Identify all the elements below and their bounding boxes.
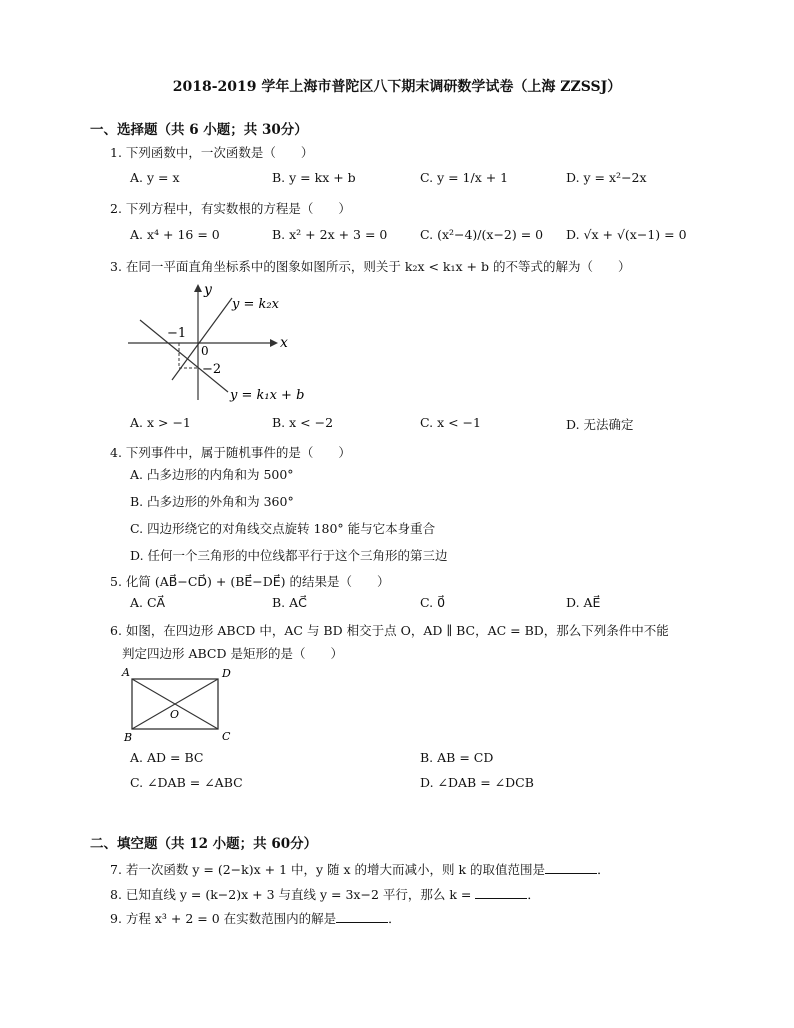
tick-label-neg1: −1 <box>167 326 187 341</box>
q5-option-b: B. AC⃗ <box>272 595 307 610</box>
q2-option-a: A. x⁴ + 16 = 0 <box>130 227 220 242</box>
q5-option-c: C. 0⃗ <box>420 595 446 610</box>
q2-option-b: B. x² + 2x + 3 = 0 <box>272 227 388 242</box>
section-heading-choice: 一、选择题（共 6 小题；共 30分） <box>90 122 308 138</box>
linear-graph-figure <box>120 280 320 410</box>
question-2-stem: 2. 下列方程中，有实数根的方程是（ ） <box>110 201 351 216</box>
axis-label-x: x <box>280 335 288 351</box>
origin-label: 0 <box>201 344 209 358</box>
axis-label-y: y <box>204 282 212 298</box>
q2-option-d: D. √x + √(x−1) = 0 <box>566 227 687 242</box>
q6-option-d: D. ∠DAB = ∠DCB <box>420 775 534 790</box>
question-8-text: 8. 已知直线 y = (k−2)x + 3 与直线 y = 3x−2 平行，那么 k = <box>110 887 476 902</box>
question-9-text: 9. 方程 x³ + 2 = 0 在实数范围内的解是 <box>110 911 337 926</box>
vertex-label-b: B <box>124 731 133 744</box>
q6-option-b: B. AB = CD <box>420 750 494 765</box>
tick-label-neg2: −2 <box>202 362 222 377</box>
y-axis-arrow <box>194 284 202 292</box>
answer-blank-9 <box>336 911 388 923</box>
line-label-k2x: y = k₂x <box>232 297 279 312</box>
rectangle-figure <box>118 664 248 744</box>
vertex-label-d: D <box>222 667 231 680</box>
q6-option-c: C. ∠DAB = ∠ABC <box>130 775 243 790</box>
question-6-stem-line2: 判定四边形 ABCD 是矩形的是（ ） <box>122 646 343 661</box>
q3-option-c: C. x < −1 <box>420 415 481 430</box>
q3-option-d: D. 无法确定 <box>566 417 634 432</box>
q4-option-d: D. 任何一个三角形的中位线都平行于这个三角形的第三边 <box>130 548 448 563</box>
section-heading-fill-blank: 二、填空题（共 12 小题；共 60分） <box>90 836 318 852</box>
question-9-end: ． <box>388 911 401 926</box>
q2-option-c: C. (x²−4)/(x−2) = 0 <box>420 227 544 242</box>
question-3-stem: 3. 在同一平面直角坐标系中的图象如图所示，则关于 k₂x < k₁x + b 的不等式的解为（ ） <box>110 259 631 274</box>
x-axis-arrow <box>270 339 278 347</box>
question-9 <box>110 909 401 927</box>
q5-option-a: A. CA⃗ <box>130 595 166 610</box>
page-title: 2018-2019 学年上海市普陀区八下期末调研数学试卷（上海 ZZSSJ） <box>172 79 622 95</box>
vertex-label-c: C <box>222 730 231 743</box>
q1-option-c: C. y = 1/x + 1 <box>420 170 509 185</box>
question-8 <box>110 885 540 903</box>
answer-blank-8 <box>475 887 527 899</box>
question-8-end: ． <box>527 887 540 902</box>
question-7-text: 7. 若一次函数 y = (2−k)x + 1 中，y 随 x 的增大而减小，则 k 的取值范围是 <box>110 862 546 877</box>
line-label-k1x-b: y = k₁x + b <box>230 388 305 403</box>
q3-option-a: A. x > −1 <box>130 415 191 430</box>
question-6-stem-line1: 6. 如图，在四边形 ABCD 中，AC 与 BD 相交于点 O，AD ∥ BC，AC = BD，那么下列条件中不能 <box>110 623 669 638</box>
q4-option-b: B. 凸多边形的外角和为 360° <box>130 494 294 509</box>
answer-blank-7 <box>545 862 597 874</box>
question-7-end: ． <box>597 862 610 877</box>
vertex-label-a: A <box>122 666 130 679</box>
q1-option-d: D. y = x²−2x <box>566 170 647 185</box>
question-1-stem: 1. 下列函数中，一次函数是（ ） <box>110 145 314 160</box>
q5-option-d: D. AE⃗ <box>566 595 601 610</box>
center-label-o: O <box>170 708 180 721</box>
q3-option-b: B. x < −2 <box>272 415 334 430</box>
q1-option-b: B. y = kx + b <box>272 170 356 185</box>
q6-option-a: A. AD = BC <box>130 750 204 765</box>
q4-option-c: C. 四边形绕它的对角线交点旋转 180° 能与它本身重合 <box>130 521 436 536</box>
q1-option-a: A. y = x <box>130 170 180 185</box>
q4-option-a: A. 凸多边形的内角和为 500° <box>130 467 294 482</box>
question-5-stem: 5. 化简 (AB⃗−CD⃗) + (BE⃗−DE⃗) 的结果是（ ） <box>110 574 390 589</box>
question-4-stem: 4. 下列事件中，属于随机事件的是（ ） <box>110 445 351 460</box>
question-7 <box>110 860 610 878</box>
